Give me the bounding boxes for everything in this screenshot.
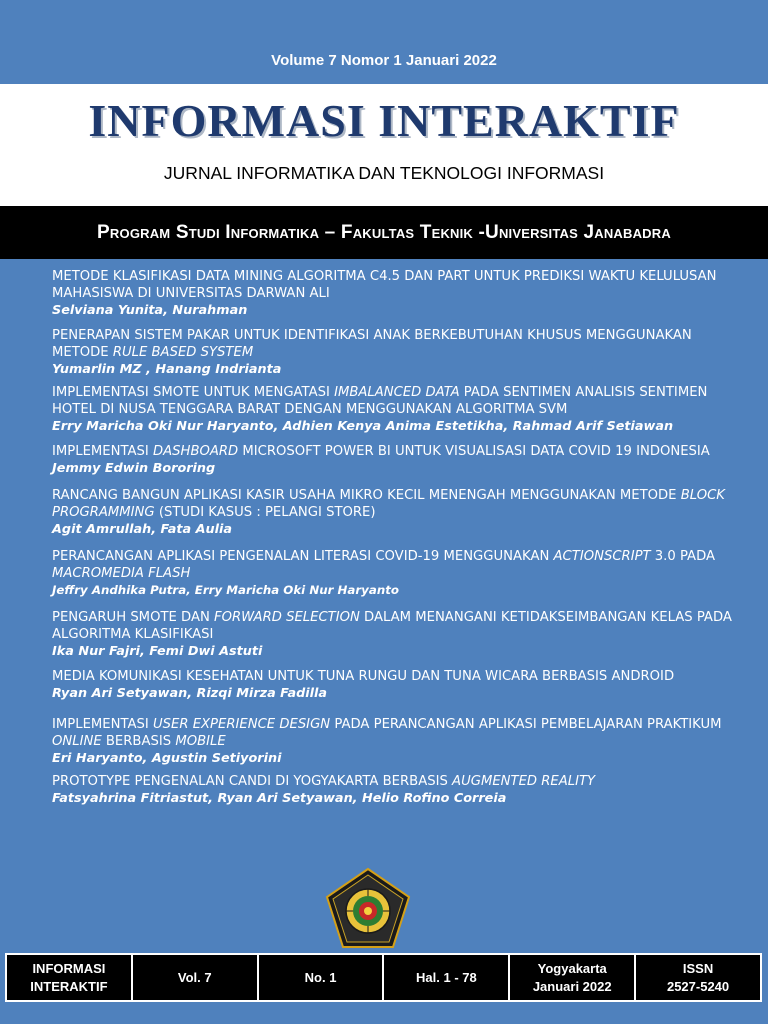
- article-title: [52, 668, 752, 685]
- article-title-text: DALAM MENANGANI KETIDAKSEIMBANGAN KELAS PADA ALGORITMA KLASIFIKASI: [52, 610, 732, 642]
- article-authors: Eri Haryanto, Agustin Setiyorini: [52, 751, 282, 766]
- article-item: [52, 609, 752, 660]
- article-title-text: PENERAPAN SISTEM PAKAR UNTUK IDENTIFIKASI ANAK BERKEBUTUHAN KHUSUS MENGGUNAKAN METODE: [52, 328, 692, 360]
- article-title-text: METODE KLASIFIKASI DATA MINING ALGORITMA C4.5 DAN PART UNTUK PREDIKSI WAKTU KELULUSAN MAHASISWA DI UNIVERSITAS DARWAN ALI: [52, 269, 717, 301]
- article-title-italic: MOBILE: [175, 734, 226, 749]
- article-title: [52, 268, 752, 302]
- program-bar: Program Studi Informatika – Fakultas Teknik -Universitas Janabadra: [0, 206, 768, 259]
- footer-volume-text: Vol. 7: [177, 969, 212, 985]
- article-item: [52, 443, 752, 477]
- article-list: [52, 268, 752, 807]
- article-title: [52, 487, 752, 521]
- footer-pages-text: Hal. 1 - 78: [416, 969, 477, 985]
- article-title: [52, 443, 752, 460]
- footer-city: Yogyakarta: [537, 960, 607, 976]
- article-title: [52, 548, 752, 582]
- article-authors: Selviana Yunita, Nurahman: [52, 303, 248, 318]
- article-authors: Jeffry Andhika Putra, Erry Maricha Oki Nur Haryanto: [52, 583, 399, 597]
- article-item: [52, 384, 752, 435]
- article-authors: Erry Maricha Oki Nur Haryanto, Adhien Kenya Anima Estetikha, Rahmad Arif Setiawan: [52, 419, 674, 434]
- footer-issn: [636, 955, 760, 1000]
- article-title: [52, 773, 752, 790]
- article-title: [52, 384, 752, 418]
- article-title-text: IMPLEMENTASI: [52, 717, 153, 732]
- article-title-italic: AUGMENTED REALITY: [452, 774, 596, 789]
- article-authors: Ryan Ari Setyawan, Rizqi Mirza Fadilla: [52, 686, 328, 701]
- article-title-text: MEDIA KOMUNIKASI KESEHATAN UNTUK TUNA RUNGU DAN TUNA WICARA BERBASIS ANDROID: [52, 669, 675, 684]
- article-item: [52, 487, 752, 538]
- article-title-text: IMPLEMENTASI SMOTE UNTUK MENGATASI: [52, 385, 335, 400]
- article-title: [52, 609, 752, 643]
- article-authors: Agit Amrullah, Fata Aulia: [52, 522, 233, 537]
- article-title-italic: ACTIONSCRIPT: [553, 549, 651, 564]
- journal-title: INFORMASI INTERAKTIF: [88, 95, 680, 146]
- footer-journal-line2: INTERAKTIF: [30, 978, 108, 994]
- article-authors: Yumarlin MZ , Hanang Indrianta: [52, 362, 282, 377]
- article-item: [52, 327, 752, 378]
- footer-pages: [384, 955, 510, 1000]
- article-title-text: RANCANG BANGUN APLIKASI KASIR USAHA MIKRO KECIL MENENGAH MENGGUNAKAN METODE: [52, 488, 681, 503]
- footer-number-text: No. 1: [304, 969, 337, 985]
- article-authors: Ika Nur Fajri, Femi Dwi Astuti: [52, 644, 263, 659]
- article-item: [52, 548, 752, 599]
- article-item: [52, 268, 752, 319]
- footer-number: [259, 955, 385, 1000]
- article-title-italic: RULE BASED SYSTEM: [112, 345, 254, 360]
- article-title-text: PERANCANGAN APLIKASI PENGENALAN LITERASI COVID-19 MENGGUNAKAN: [52, 549, 554, 564]
- footer-journal: [7, 955, 133, 1000]
- article-title-text: (STUDI KASUS : PELANGI STORE): [154, 505, 376, 520]
- article-title: [52, 327, 752, 361]
- footer-location-date: [510, 955, 636, 1000]
- university-emblem-icon: [325, 867, 411, 949]
- footer-issn-number: 2527-5240: [666, 978, 730, 994]
- article-title-italic: DASHBOARD: [152, 444, 239, 459]
- journal-subtitle: JURNAL INFORMATIKA DAN TEKNOLOGI INFORMASI: [163, 163, 605, 183]
- footer-info-bar: [5, 953, 762, 1002]
- article-title: [52, 716, 752, 750]
- article-title-italic: MACROMEDIA FLASH: [52, 566, 191, 581]
- article-item: [52, 668, 752, 702]
- article-title-italic: USER EXPERIENCE DESIGN: [152, 717, 331, 732]
- article-title-italic: BLOCK PROGRAMMING: [52, 488, 725, 520]
- article-title-text: PROTOTYPE PENGENALAN CANDI DI YOGYAKARTA BERBASIS: [52, 774, 453, 789]
- article-title-text: PENGARUH SMOTE DAN: [52, 610, 215, 625]
- footer-issn-label: ISSN: [682, 960, 714, 976]
- article-title-italic: ONLINE: [52, 734, 102, 749]
- footer-journal-line1: INFORMASI: [32, 960, 106, 976]
- article-title-italic: IMBALANCED DATA: [334, 385, 460, 400]
- article-item: [52, 773, 752, 807]
- article-title-italic: FORWARD SELECTION: [214, 610, 360, 625]
- volume-line: Volume 7 Nomor 1 Januari 2022: [271, 52, 497, 69]
- article-title-text: 3.0 PADA: [650, 549, 716, 564]
- article-title-text: PADA PERANCANGAN APLIKASI PEMBELAJARAN PRAKTIKUM: [330, 717, 722, 732]
- footer-volume: [133, 955, 259, 1000]
- masthead: [0, 84, 768, 206]
- footer-date: Januari 2022: [532, 978, 612, 994]
- article-item: [52, 716, 752, 767]
- article-authors: Jemmy Edwin Bororing: [52, 461, 216, 476]
- article-title-text: PADA SENTIMEN ANALISIS SENTIMEN HOTEL DI NUSA TENGGARA BARAT DENGAN MENGGUNAKAN ALGORITMA SVM: [52, 385, 708, 417]
- article-title-text: MICROSOFT POWER BI UNTUK VISUALISASI DATA COVID 19 INDONESIA: [238, 444, 710, 459]
- article-authors: Fatsyahrina Fitriastut, Ryan Ari Setyawan, Helio Rofino Correia: [52, 791, 507, 806]
- article-title-text: IMPLEMENTASI: [52, 444, 153, 459]
- article-title-text: BERBASIS: [101, 734, 176, 749]
